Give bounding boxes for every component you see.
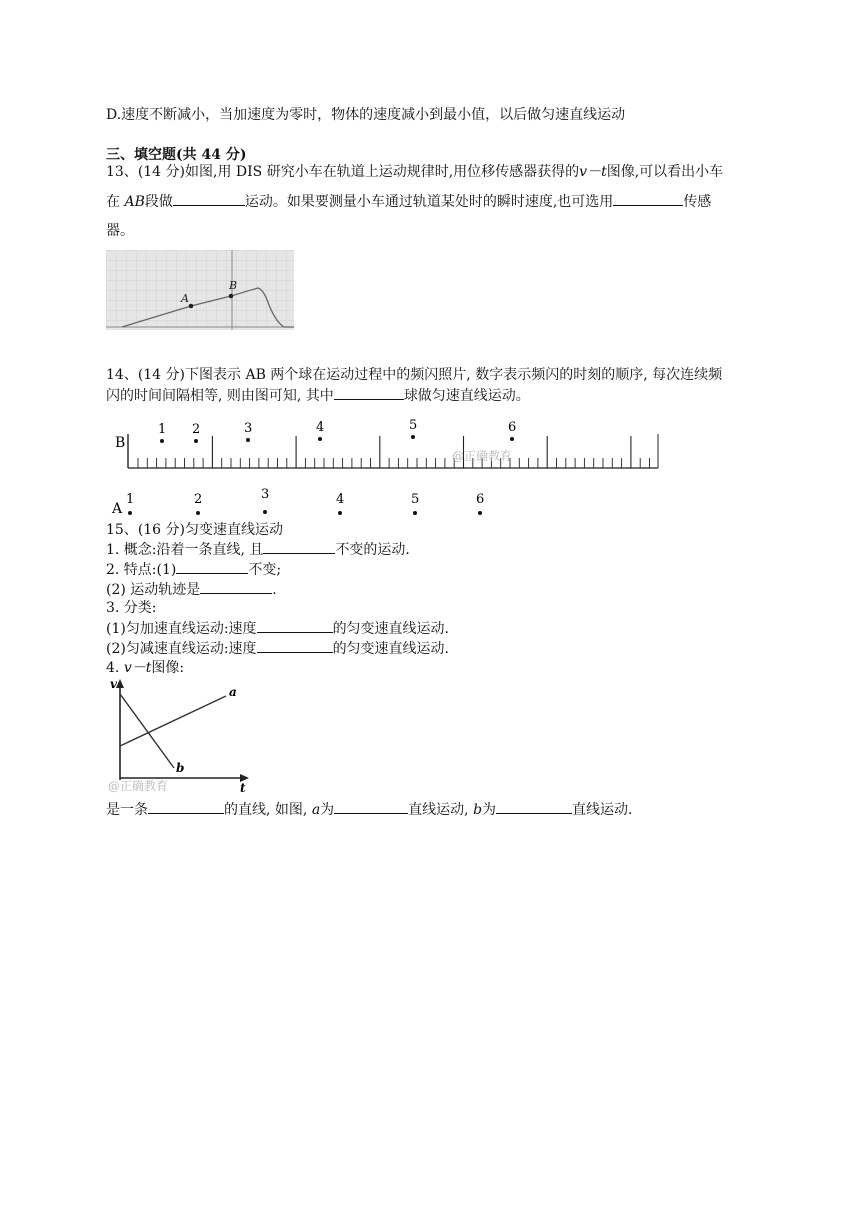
q15-item-3-2 (106, 639, 449, 658)
q15-text: 是一条 (106, 802, 148, 818)
q15-blank-4[interactable] (257, 619, 333, 633)
ball-a-2 (196, 511, 200, 515)
q15-text: 为 (320, 802, 335, 818)
q15-blank-6[interactable] (148, 800, 224, 814)
q14-ruler (128, 434, 658, 468)
ball-b-4 (318, 437, 322, 441)
ball-b-number-5: 5 (409, 418, 418, 433)
ball-a-number-3: 3 (261, 487, 270, 502)
q15-text: 不变的运动. (335, 542, 410, 558)
q13-label-b: B (229, 279, 238, 292)
q15-text: (2) 运动轨迹是 (106, 582, 201, 598)
ball-a-number-5: 5 (411, 492, 420, 507)
q15-text: 4. (106, 660, 120, 676)
q14-row-a-label: A (112, 501, 123, 517)
ball-b-number-4: 4 (316, 420, 325, 435)
ball-b-3 (246, 438, 250, 442)
q15-text: 不变; (248, 562, 282, 578)
q15-b-symbol: b (473, 802, 483, 818)
q15-axis-t-label: t (240, 781, 246, 795)
q14-text: 闪的时间间隔相等, 则由图可知, 其中 (106, 388, 334, 404)
ball-a-5 (413, 511, 417, 515)
q14-line-2 (106, 386, 530, 405)
q15-text: 图像: (151, 660, 185, 676)
q13-blank-1[interactable] (173, 192, 245, 206)
ball-a-number-1: 1 (126, 492, 135, 507)
q13-text: 段做 (144, 194, 173, 210)
q13-text: 13、(14 分)如图,用 DIS 研究小车在轨道上运动规律时,用位移传感器获得的 (106, 164, 580, 180)
q15-title: 15、(16 分)匀变速直线运动 (106, 522, 284, 538)
q15-text: 1. 概念:沿着一条直线, 且 (106, 542, 264, 558)
q13-label-a: A (181, 292, 189, 305)
ball-a-3 (263, 510, 267, 514)
q15-text: 直线运动. (572, 802, 633, 818)
ball-b-number-3: 3 (244, 421, 253, 436)
q15-line-a (120, 696, 226, 746)
ball-a-4 (338, 511, 342, 515)
q15-item-4 (106, 659, 184, 677)
ball-b-number-2: 2 (192, 422, 201, 437)
q15-blank-1[interactable] (263, 540, 335, 554)
ball-a-number-4: 4 (336, 492, 345, 507)
q13-vt-graph (106, 250, 294, 330)
ball-b-number-6: 6 (508, 420, 517, 435)
q13-text: 传感 (683, 194, 712, 210)
q15-blank-8[interactable] (496, 800, 572, 814)
q14-blank[interactable] (334, 386, 404, 400)
q13-blank-2[interactable] (613, 192, 683, 206)
q13-point-a (189, 304, 194, 309)
q15-item-2 (106, 560, 281, 579)
q15-text: 2. 特点:(1) (106, 562, 177, 578)
q15-item-2b (106, 580, 277, 599)
q15-vt-graph (106, 676, 256, 794)
q13-point-b (229, 294, 234, 299)
q13-text: 图像,可以看出小车 (606, 164, 724, 180)
q13-vt-symbol: v－t (579, 164, 607, 180)
q13-text: 运动。如果要测量小车通过轨道某处时的瞬时速度,也可选用 (244, 194, 614, 210)
q15-text: 的匀变速直线运动. (332, 641, 450, 657)
q15-text: 直线运动, (408, 802, 469, 818)
q15-a-symbol: a (311, 802, 321, 818)
ball-b-6 (510, 437, 514, 441)
q13-line-1 (106, 163, 723, 181)
q15-blank-3[interactable] (200, 580, 272, 594)
q15-text: . (272, 582, 277, 598)
q14-line-1: 14、(14 分)下图表示 AB 两个球在运动过程中的频闪照片, 数字表示频闪的时刻的顺序, 每次连续频 (106, 367, 723, 383)
q15-label-b: b (176, 761, 185, 775)
ball-a-1 (128, 511, 132, 515)
q15-item-5 (106, 800, 633, 819)
q14-row-b-label: B (115, 435, 126, 451)
q15-item-3-1 (106, 619, 449, 638)
q15-v-arrow (116, 679, 124, 688)
ball-b-1 (160, 439, 164, 443)
ball-b-5 (411, 435, 415, 439)
ball-a-number-6: 6 (476, 492, 485, 507)
q15-text: 为 (482, 802, 497, 818)
ball-b-number-1: 1 (158, 422, 167, 437)
q14-strobe-figure (110, 410, 670, 520)
q15-text: 的匀变速直线运动. (332, 621, 450, 637)
q15-item-3: 3. 分类: (106, 600, 157, 616)
q15-text: (2)匀减速直线运动:速度 (106, 641, 257, 657)
q13-ab-symbol: AB (124, 194, 145, 210)
q14-text: 球做匀速直线运动。 (403, 388, 530, 404)
q15-text: (1)匀加速直线运动:速度 (106, 621, 257, 637)
option-d: D.速度不断减小，当加速度为零时，物体的速度减小到最小值，以后做匀速直线运动 (106, 107, 626, 123)
q14-watermark: @正确教育 (452, 449, 513, 463)
q13-line-3: 器。 (106, 223, 134, 239)
q15-vt-symbol: v－t (123, 660, 152, 676)
ball-a-6 (478, 511, 482, 515)
q15-blank-7[interactable] (334, 800, 408, 814)
ball-a-number-2: 2 (194, 492, 203, 507)
q15-text: 的直线, 如图, (224, 802, 308, 818)
q15-blank-2[interactable] (176, 560, 248, 574)
q15-line-b (120, 694, 174, 768)
section-title: 三、填空题(共 44 分) (106, 147, 247, 163)
q13-line-2 (106, 192, 711, 211)
q15-blank-5[interactable] (257, 639, 333, 653)
ball-b-2 (194, 439, 198, 443)
q13-text: 在 (106, 194, 120, 210)
q15-item-1 (106, 540, 410, 559)
q15-label-a: a (229, 685, 237, 699)
q15-watermark: @正确教育 (108, 779, 169, 793)
q15-axis-v-label: v (110, 677, 117, 691)
